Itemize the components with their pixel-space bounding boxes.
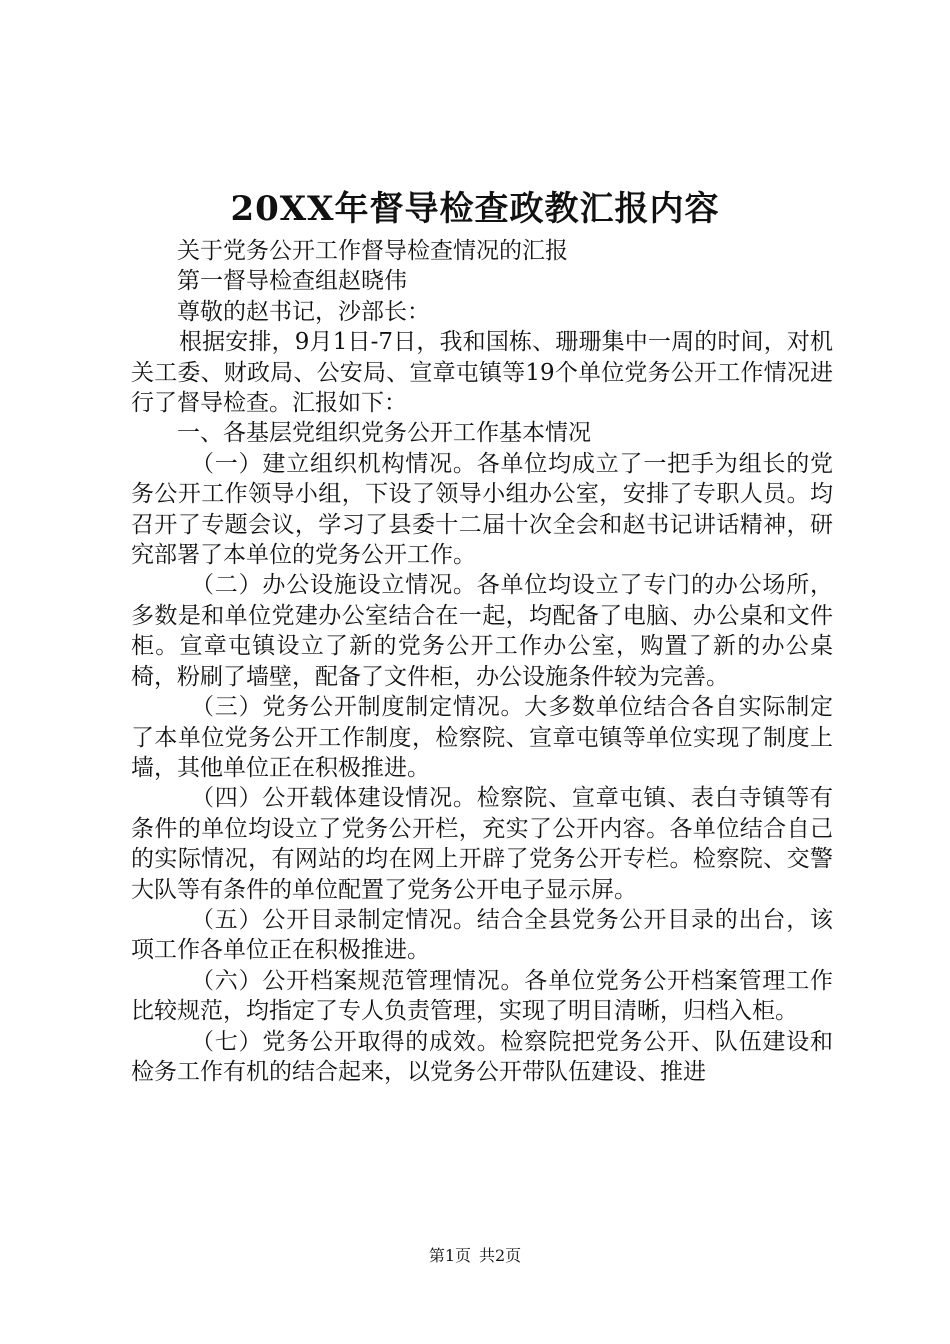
body-paragraph: （七）党务公开取得的成效。检察院把党务公开、队伍建设和检务工作有机的结合起来，以党务公开带队伍建设、推进 [131,1028,833,1085]
report-heading: 关于党务公开工作督导检查情况的汇报 [177,238,568,264]
body-paragraph: （一）建立组织机构情况。各单位均成立了一把手为组长的党务公开工作领导小组，下设了领导小组办公室，安排了专职人员。均召开了专题会议，学习了县委十二届十次全会和赵书记讲话精神，研究部署了本单位的党务公开工作。 [131,450,833,569]
section-heading: 一、各基层党组织党务公开工作基本情况 [177,420,591,447]
intro-paragraph: 根据安排，9月1日-7日，我和国栋、珊珊集中一周的时间，对机关工委、财政局、公安局、宣章屯镇等19个单位党务公开工作情况进行了督导检查。汇报如下： [131,329,833,417]
page-footer [0,1245,950,1267]
body-paragraph: （五）公开目录制定情况。结合全县党务公开目录的出台，该项工作各单位正在积极推进。 [131,906,833,964]
page-total: 共2页 [479,1246,522,1265]
body-paragraph: （六）公开档案规范管理情况。各单位党务公开档案管理工作比较规范，均指定了专人负责管理，实现了明目清晰，归档入柜。 [131,967,833,1025]
body-paragraph: （三）党务公开制度制定情况。大多数单位结合各自实际制定了本单位党务公开工作制度，检察院、宣章屯镇等单位实现了制度上墙，其他单位正在积极推进。 [131,694,833,781]
page-number: 第1页 [428,1246,471,1265]
body-paragraph: （四）公开载体建设情况。检察院、宣章屯镇、表白寺镇等有条件的单位均设立了党务公开栏，充实了公开内容。各单位结合自己的实际情况，有网站的均在网上开辟了党务公开专栏。检察院、交警大队等有条件的单位配置了党务公开电子显示屏。 [131,785,833,903]
document-body [131,236,833,1087]
report-author: 第一督导检查组赵晓伟 [177,268,407,295]
body-paragraph: （二）办公设施设立情况。各单位均设立了专门的办公场所，多数是和单位党建办公室结合在一起，均配备了电脑、办公桌和文件柜。宣章屯镇设立了新的党务公开工作办公室，购置了新的办公桌椅，粉刷了墙壁，配备了文件柜，办公设施条件较为完善。 [131,572,833,690]
document-title: 20XX年督导检查政教汇报内容 [230,189,720,229]
salutation: 尊敬的赵书记，沙部长： [177,298,430,325]
